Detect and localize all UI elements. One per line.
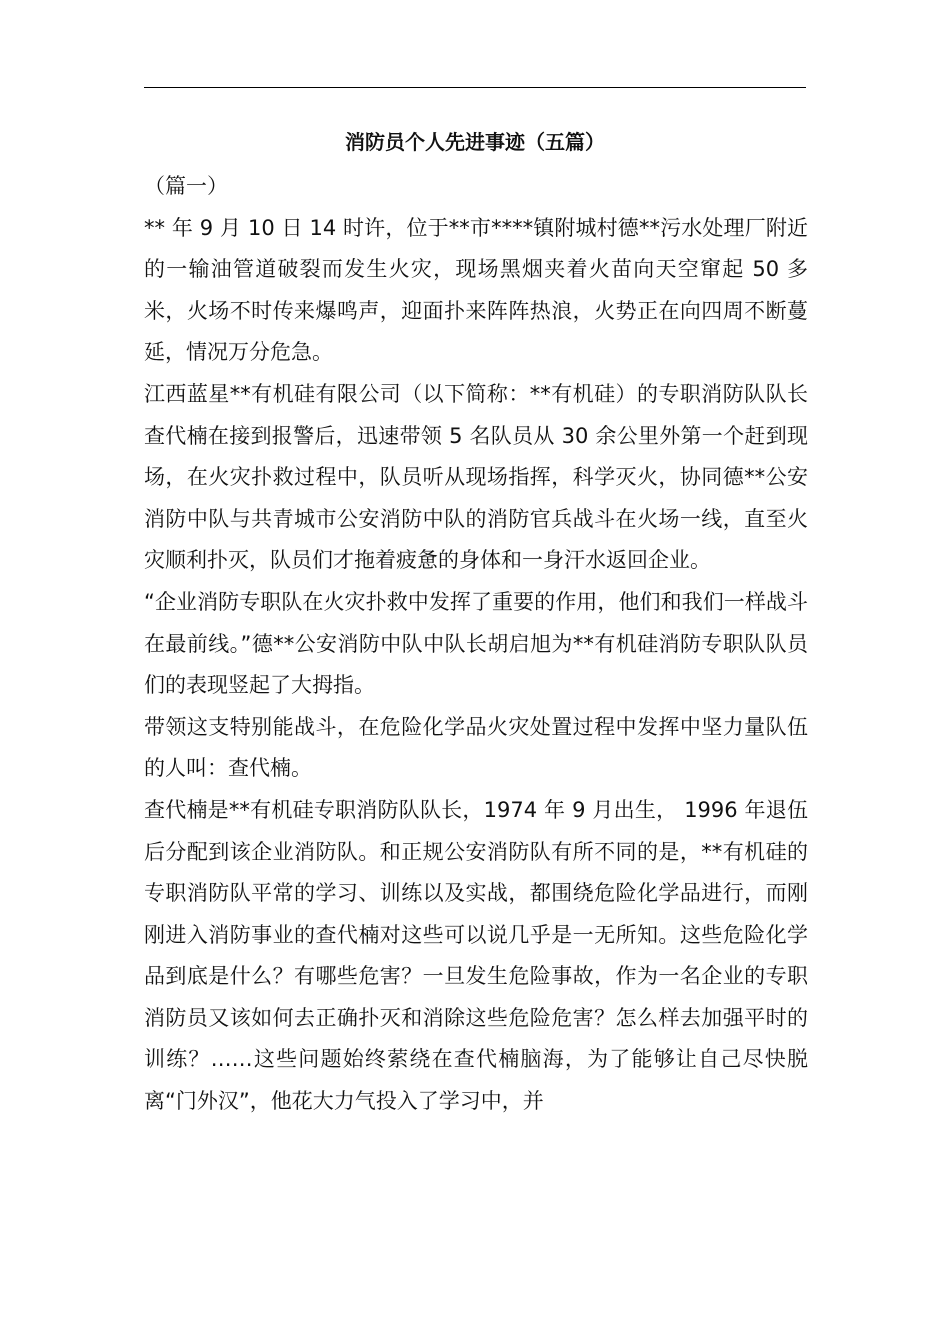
paragraph-5: 查代楠是**有机硅专职消防队队长，1974 年 9 月出生， 1996 年退伍后分配到该企业消防队。和正规公安消防队有所不同的是，**有机硅的专职消防队平常的学习、训练以及实战，都围绕危险化学品进行，而刚刚进入消防事业的查代楠对这些可以说几乎是一无所知。这些危险化学品到底是什么？有哪些危害？一旦发生危险事故，作为一名企业的专职消防员又该如何去正确扑灭和消除这些危险危害？怎么样去加强平时的训练？……这些问题始终萦绕在查代楠脑海，为了能够让自己尽快脱离“门外汉”，他花大力气投入了学习中，并 [144,797,808,1114]
header-rule [144,87,806,88]
section-label: （篇一） [144,174,228,198]
paragraph-3: “企业消防专职队在火灾扑救中发挥了重要的作用，他们和我们一样战斗在最前线。”德**公安消防中队中队长胡启旭为**有机硅消防专职队队员们的表现竖起了大拇指。 [144,589,808,698]
document-body [144,166,808,1123]
paragraph-1: ** 年 9 月 10 日 14 时许，位于**市****镇附城村德**污水处理厂附近的一输油管道破裂而发生火灾，现场黑烟夹着火苗向天空窜起 50 多米，火场不时传来爆鸣声，迎面扑来阵阵热浪，火势正在向四周不断蔓延，情况万分危急。 [144,215,808,365]
paragraph-2: 江西蓝星**有机硅有限公司（以下简称：**有机硅）的专职消防队队长查代楠在接到报警后，迅速带领 5 名队员从 30 余公里外第一个赶到现场，在火灾扑救过程中，队员听从现场指挥，科学灭火，协同德**公安消防中队与共青城市公安消防中队的消防官兵战斗在火场一线，直至火灾顺利扑灭，队员们才拖着疲惫的身体和一身汗水返回企业。 [144,381,808,573]
paragraph-4: 带领这支特别能战斗，在危险化学品火灾处置过程中发挥中坚力量队伍的人叫：查代楠。 [144,714,808,781]
document-title: 消防员个人先进事迹（五篇） [345,130,605,154]
